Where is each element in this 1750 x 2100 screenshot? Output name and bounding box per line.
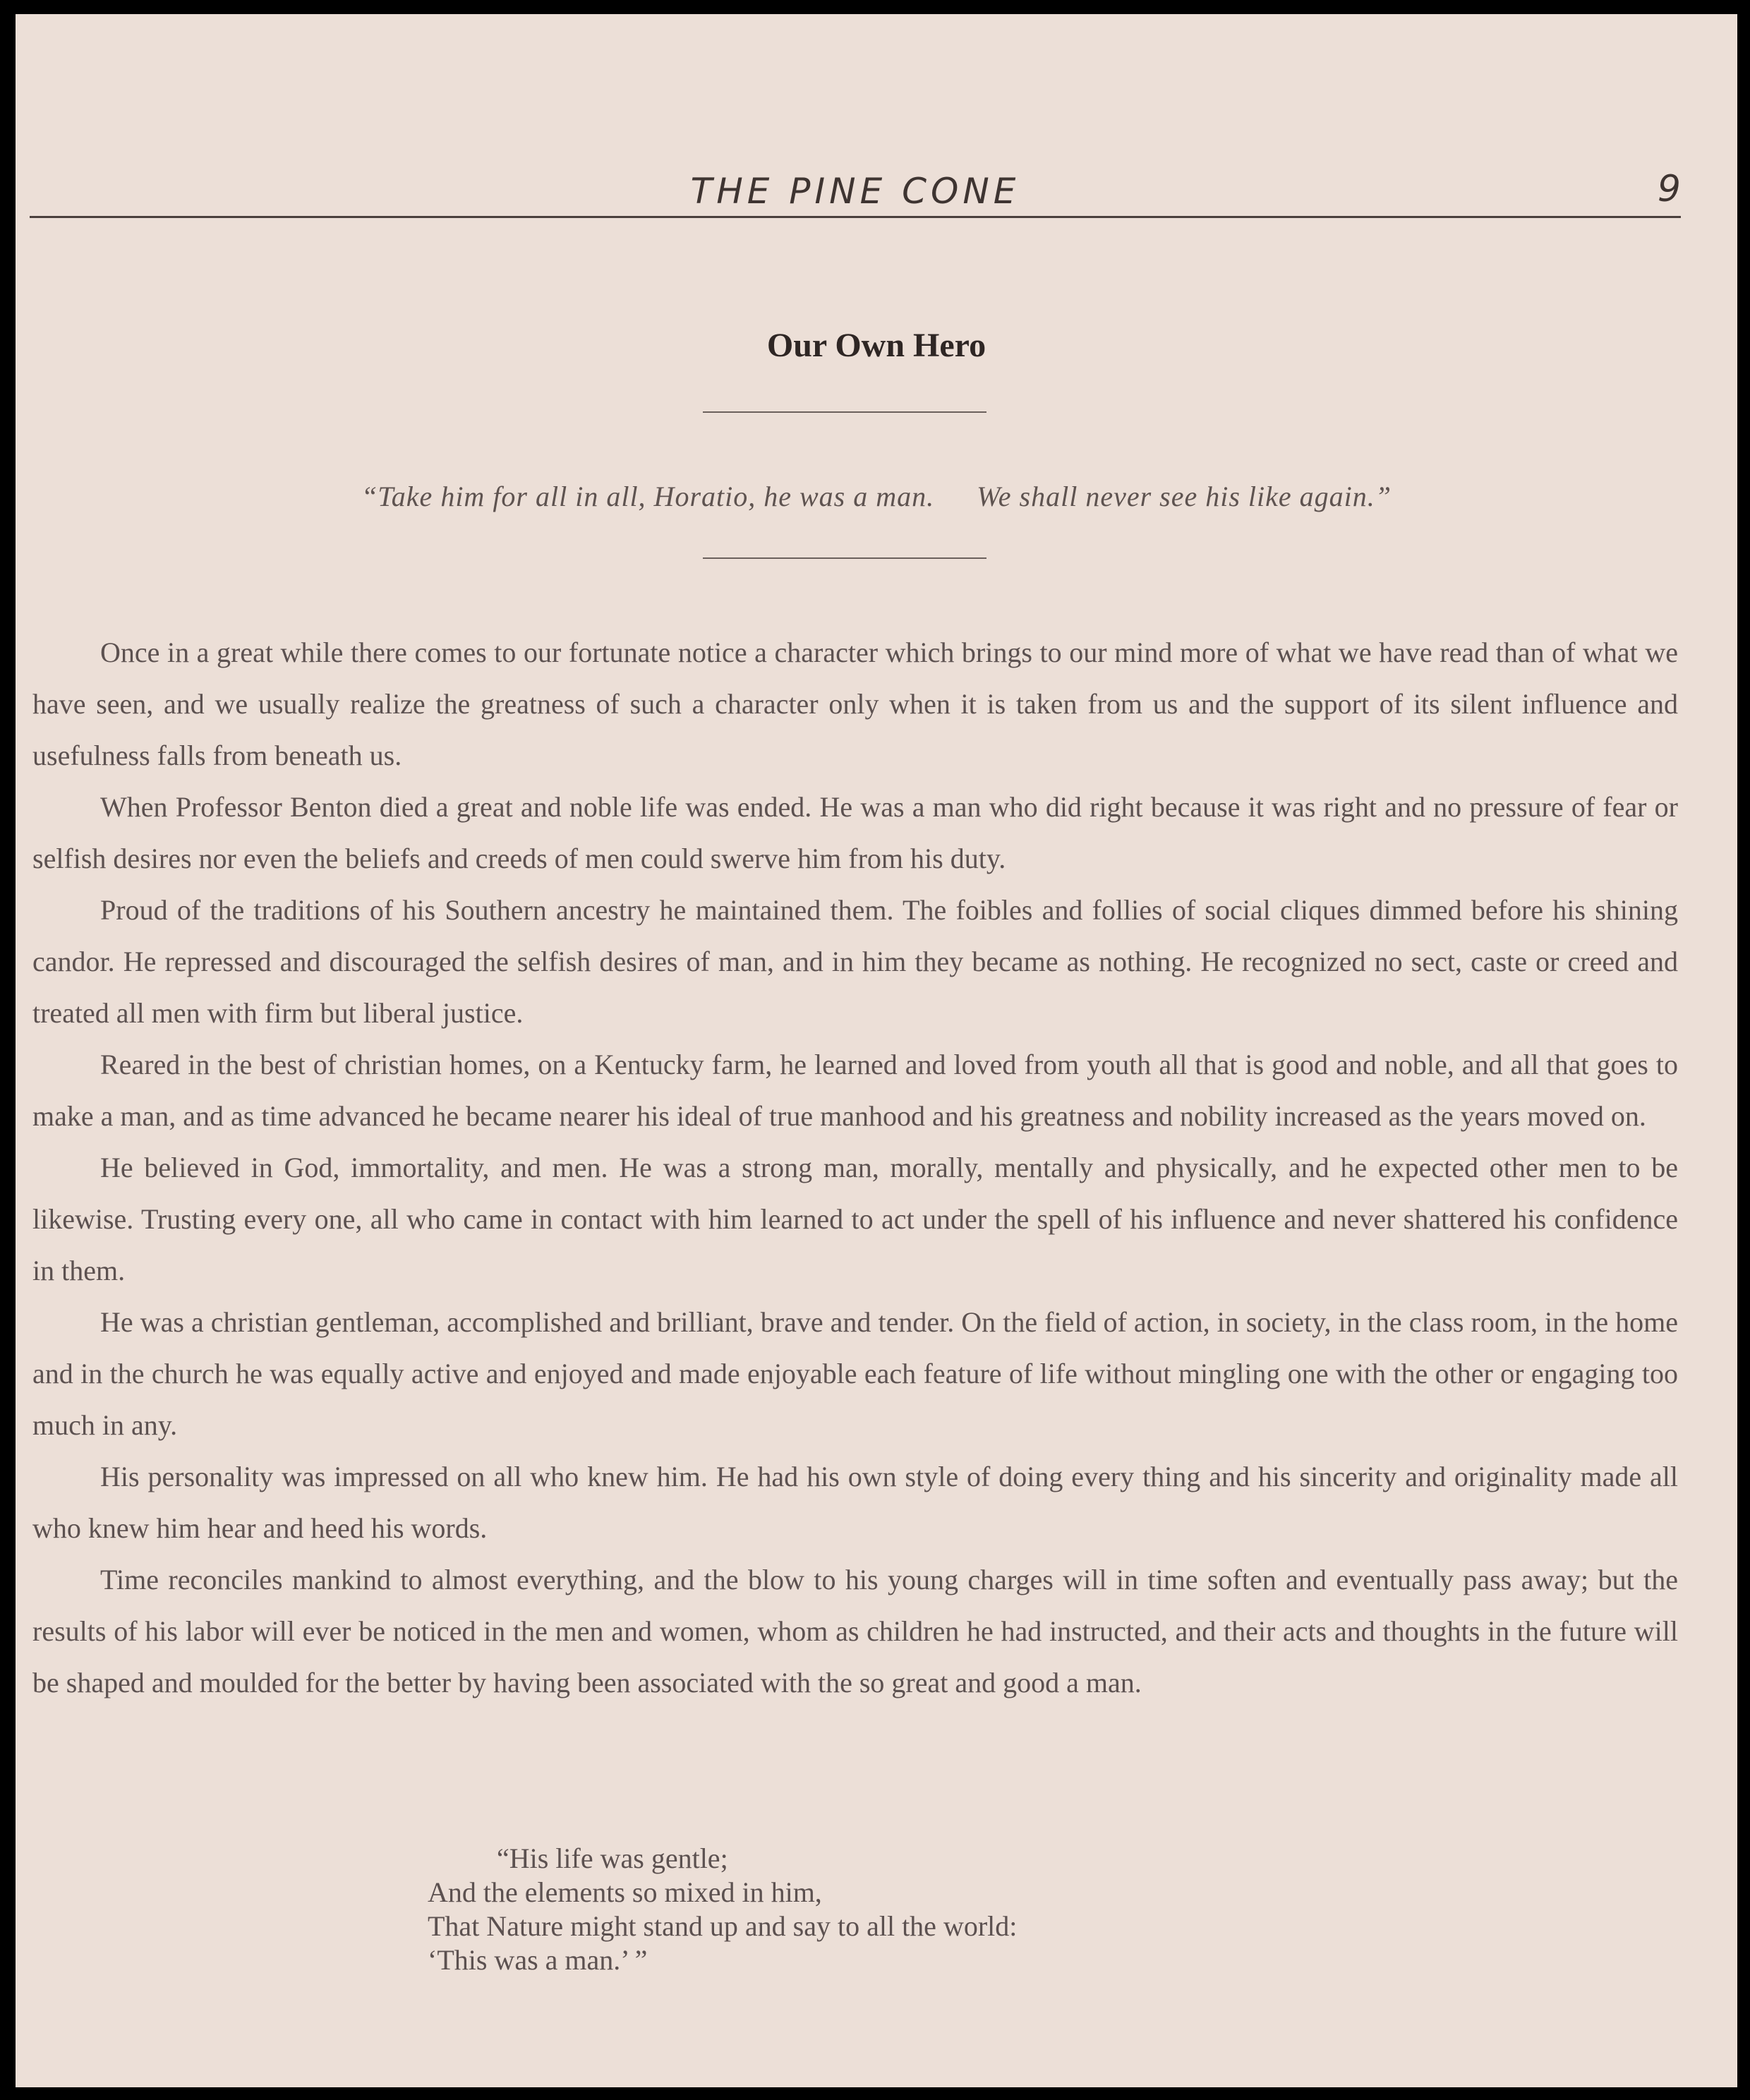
running-head (30, 155, 1681, 219)
paragraph: His personality was impressed on all who knew him. He had his own style of doing every thing and his sincerity and originality made all who knew him hear and heed his words. (32, 1461, 1678, 1544)
page (16, 14, 1737, 2087)
verse-line: And the elements so mixed in him, (428, 1876, 822, 1908)
paragraph: Once in a great while there comes to our fortunate notice a character which brings to our mind more of what we have read than of what we have seen, and we usually realize the greatness of such a character only when it is taken from us and the support of its silent influence and usefulness falls from beneath us. (32, 636, 1678, 771)
paragraph: When Professor Benton died a great and noble life was ended. He was a man who did right because it was right and no pressure of fear or selfish desires nor even the beliefs and creeds of men could swerve him from his duty. (32, 791, 1678, 874)
epigraph-second-sentence: We shall never see his like again.” (977, 481, 1392, 512)
paragraph: Proud of the traditions of his Southern ancestry he maintained them. The foibles and follies of social cliques dimmed before his shining candor. He repressed and discouraged the selfish desires of man, and in him they became as nothing. He recognized no sect, caste or creed and treated all men with firm but liberal justice. (32, 894, 1678, 1029)
article-title: Our Own Hero (766, 327, 986, 364)
verse-line: ‘This was a man.’ ” (428, 1944, 648, 1976)
header-rule (30, 216, 1681, 218)
title-divider (703, 411, 986, 413)
paragraph: Reared in the best of christian homes, on a Kentucky farm, he learned and loved from youth all that is good and noble, and all that goes to make a man, and as time advanced he became nearer his ideal of true manhood and his greatness and nobility increased as the years moved on. (32, 1049, 1678, 1132)
paragraph: Time reconciles mankind to almost everything, and the blow to his young charges will in time soften and eventually pass away; but the results of his labor will ever be noticed in the men and women, whom as children he had instructed, and their acts and thoughts in the future will be shaped and moulded for the better by having been associated with the so great and good a man. (32, 1564, 1678, 1698)
epigraph (16, 480, 1737, 513)
epigraph-first-sentence: “Take him for all in all, Horatio, he was a man. (361, 481, 935, 512)
paragraph: He was a christian gentleman, accomplished and brilliant, brave and tender. On the field of action, in society, in the class room, in the home and in the church he was equally active and enjoyed and made enjoyable each feature of life without mingling one with the other or engaging too much in any. (32, 1306, 1678, 1441)
paragraph: He believed in God, immortality, and men. He was a strong man, morally, mentally and physically, and he expected other men to be likewise. Trusting every one, all who came in contact with him learned to act under the spell of his influence and never shattered his confidence in them. (32, 1152, 1678, 1286)
epigraph-divider (703, 557, 986, 559)
closing-verse (428, 1842, 1017, 1977)
page-number: 9 (1657, 168, 1681, 210)
verse-line: “His life was gentle; (497, 1842, 728, 1874)
verse-line: That Nature might stand up and say to all the world: (428, 1910, 1018, 1942)
article-body (32, 627, 1678, 1708)
journal-title: THE PINE CONE (690, 171, 1020, 212)
